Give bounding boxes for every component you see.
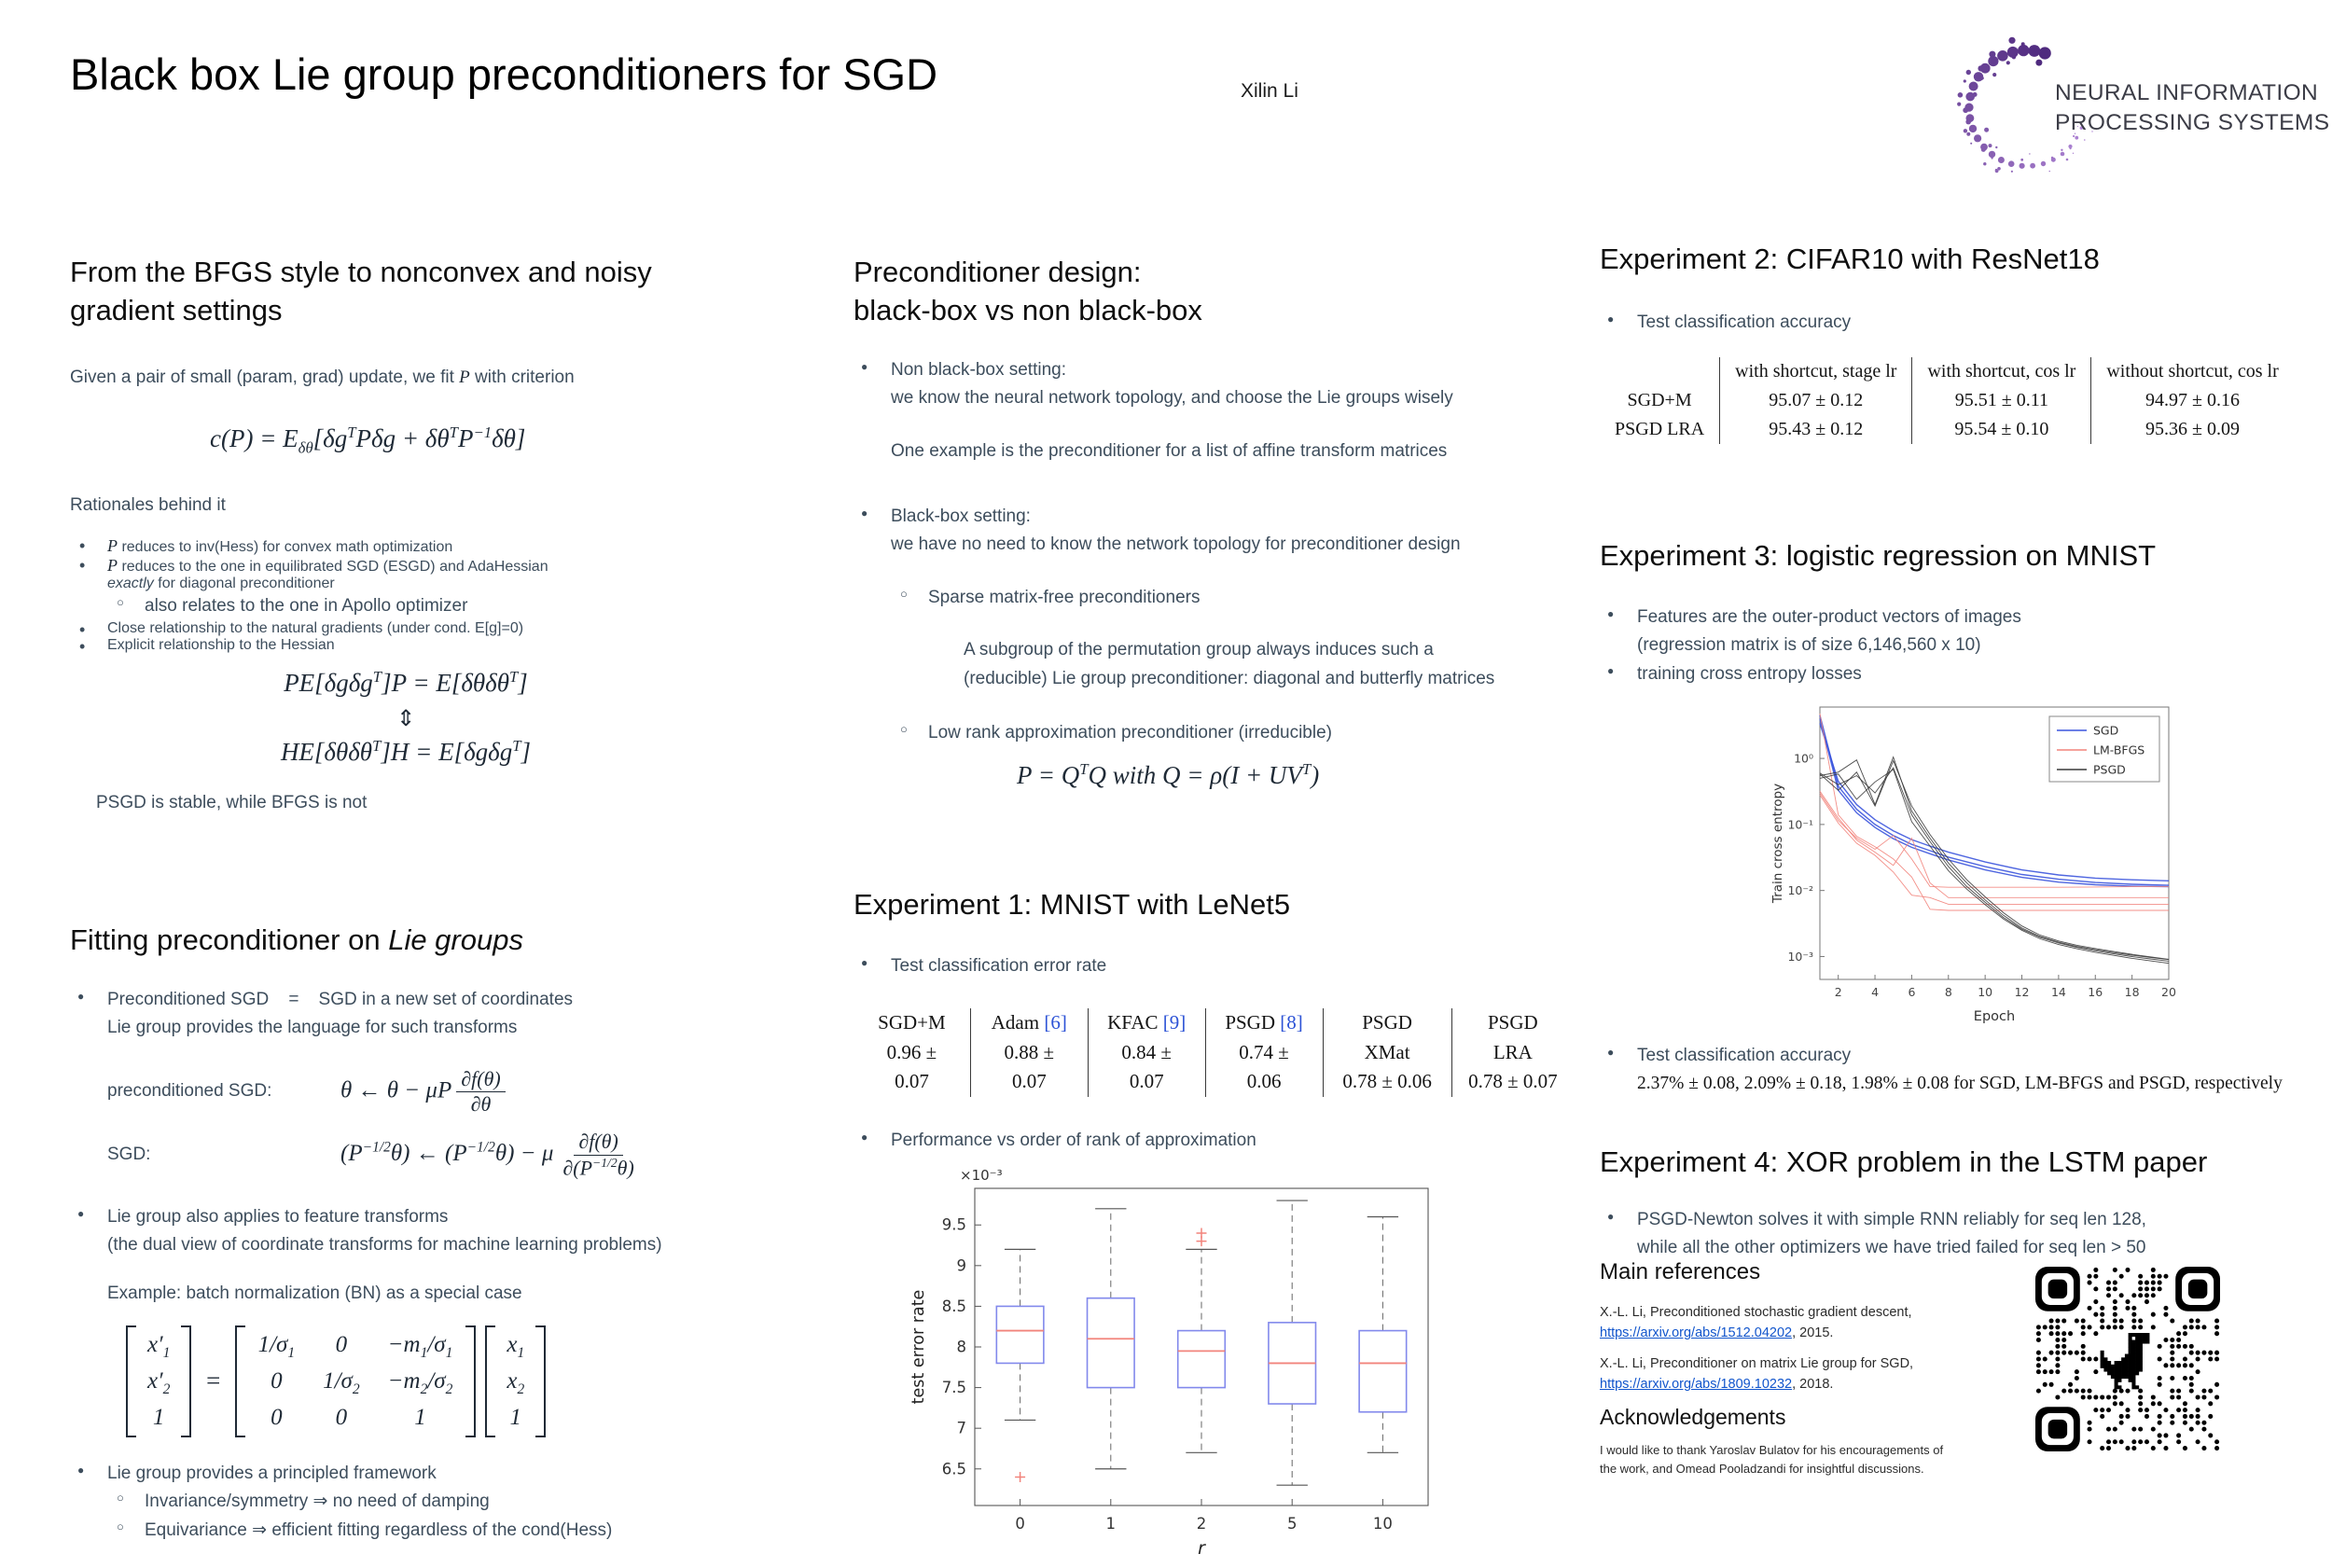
table-column: SGD+M 0.96 ± 0.07 <box>878 1011 946 1093</box>
svg-text:Train cross entropy: Train cross entropy <box>1770 783 1785 904</box>
logo-line2: PROCESSING SYSTEMS <box>2055 109 2330 135</box>
svg-text:7.5: 7.5 <box>941 1379 966 1397</box>
svg-text:0: 0 <box>1015 1515 1025 1533</box>
svg-text:12: 12 <box>2014 985 2030 1000</box>
svg-text:10: 10 <box>1372 1515 1393 1533</box>
bullet-low-rank: ○ Low rank approximation preconditioner (irreducible) <box>891 719 1574 747</box>
sgd-update-rule: SGD: $(P^{-1/2}\theta)$ ← $(P^{-1/2}\theta) - \mu$ $\frac{\partial f(\theta)}{\partial(P^{-1/2}\theta)}$ <box>107 1130 756 1180</box>
bullet-invariance: ○ Invariance/symmetry ⇒ no need of damping <box>107 1488 756 1516</box>
table-column: with shortcut, cos lr 95.51 ± 0.11 95.54 ± 0.10 <box>1911 357 2090 444</box>
svg-text:SGD: SGD <box>2093 723 2119 738</box>
psgd-update-rule: preconditioned SGD: θ ← θ − μP $\frac{\partial f(\theta)}{\partial\theta}$ <box>107 1067 756 1117</box>
bullet-feature-transforms: ● Lie group also applies to feature transforms (the dual view of coordinate transforms for machine learning problems) <box>70 1203 756 1260</box>
svg-text:4: 4 <box>1871 985 1880 1000</box>
svg-text:9: 9 <box>956 1256 966 1275</box>
rationales-label: Rationales behind it <box>70 494 226 515</box>
section-heading: Fitting preconditioner on Lie groups <box>70 923 523 956</box>
svg-text:10⁻²: 10⁻² <box>1787 883 1813 898</box>
sgd-label: SGD: <box>107 1145 151 1165</box>
section-bfgs <box>70 254 756 818</box>
svg-text:Epoch: Epoch <box>1973 1009 2016 1025</box>
section-experiment2 <box>1600 241 2329 444</box>
svg-text:×10⁻³: ×10⁻³ <box>960 1167 1003 1185</box>
section-heading: Experiment 3: logistic regression on MNIST <box>1600 539 2157 572</box>
bullet-principled-framework: ● Lie group provides a principled framework <box>70 1460 756 1488</box>
bullet-rank-performance: ● Performance vs order of rank of approximation <box>854 1127 1574 1155</box>
svg-text:8.5: 8.5 <box>941 1297 966 1316</box>
bullet-test-accuracy: ● Test classification accuracy <box>1600 1042 2329 1070</box>
rationale-hessian: • Explicit relationship to the Hessian <box>70 637 756 654</box>
svg-text:6: 6 <box>1908 985 1916 1000</box>
section-references <box>1600 1259 2038 1395</box>
psgd-stable-note: PSGD is stable, while BFGS is not <box>96 793 368 813</box>
svg-text:2: 2 <box>1834 985 1842 1000</box>
svg-text:18: 18 <box>2124 985 2140 1000</box>
bullet-sparse-preconditioners: ○ Sparse matrix-free preconditioners <box>891 584 1574 612</box>
table-column: with shortcut, stage lr 95.07 ± 0.12 95.43 ± 0.12 <box>1719 357 1911 444</box>
svg-text:20: 20 <box>2161 985 2176 1000</box>
section-heading: Experiment 1: MNIST with LeNet5 <box>854 888 1291 921</box>
bullet-xor-result: ● PSGD-Newton solves it with simple RNN reliably for seq len 128, while all the other optimizers we have tried failed for seq len > 50 <box>1600 1206 2329 1263</box>
para-affine-example: One example is the preconditioner for a list of affine transform matrices <box>891 440 1448 461</box>
rationale-apollo: ○ also relates to the one in Apollo optimizer <box>107 592 756 620</box>
svg-text:16: 16 <box>2088 985 2103 1000</box>
section-heading: Experiment 2: CIFAR10 with ResNet18 <box>1600 243 2100 275</box>
bullet-cross-entropy: ● training cross entropy losses <box>1600 660 2329 688</box>
intro-line: Given a pair of small (param, grad) update, we fit P with criterion <box>70 367 575 387</box>
section-fitting <box>70 922 756 1545</box>
table-column: PSGD XMat 0.78 ± 0.06 <box>1323 1008 1451 1097</box>
cifar-results-table <box>1600 357 2329 444</box>
mnist-results-table <box>854 1008 1574 1097</box>
svg-text:LM-BFGS: LM-BFGS <box>2093 742 2145 757</box>
bullet-coordinates: ● Preconditioned SGD = SGD in a new set of coordinates Lie group provides the language for such transforms <box>70 986 756 1043</box>
equation-criterion: $c(P) = E_{\delta\theta}[\delta g^TP\delta g + \delta\theta^TP^{-1}\delta\theta]$ <box>210 423 526 457</box>
equation-he: HE[δθδθ$^T$]H = E[δgδg$^T$] <box>280 737 532 767</box>
bullet-test-accuracy: ● Test classification accuracy <box>1600 309 2329 337</box>
section-acknowledgements <box>1600 1405 2038 1478</box>
fraction: $\frac{\partial f(\theta)}{\partial\theta}$ <box>456 1067 505 1117</box>
table-row-labels: SGD+M PSGD LRA <box>1615 390 1705 440</box>
svg-text:7: 7 <box>956 1419 966 1437</box>
svg-text:10⁻³: 10⁻³ <box>1787 950 1813 964</box>
training-loss-chart <box>1770 698 2180 1026</box>
bullet-test-error: ● Test classification error rate <box>854 952 1574 980</box>
svg-text:2: 2 <box>1196 1515 1207 1533</box>
logo-line1: NEURAL INFORMATION <box>2055 80 2319 105</box>
bullet-blackbox: ● Black-box setting: we have no need to know the network topology for preconditioner design <box>854 503 1574 560</box>
section-experiment1 <box>854 886 1574 1568</box>
svg-text:14: 14 <box>2050 985 2066 1000</box>
arxiv-link-1809[interactable]: https://arxiv.org/abs/1809.10232 <box>1600 1377 1793 1393</box>
psgd-label: preconditioned SGD: <box>107 1081 272 1102</box>
references-heading: Main references <box>1600 1259 1761 1284</box>
svg-text:10⁰: 10⁰ <box>1794 751 1813 766</box>
acknowledgements-text: I would like to thank Yaroslav Bulatov for his encouragements of the work, and Omead Pooladzandi for insightful discussions. <box>1600 1443 1944 1476</box>
acknowledgements-heading: Acknowledgements <box>1600 1405 1786 1429</box>
rationale-convex: • P reduces to inv(Hess) for convex math optimization <box>70 536 756 556</box>
svg-text:r: r <box>1198 1538 1205 1560</box>
svg-text:PSGD: PSGD <box>2093 762 2126 777</box>
table-column: PSGD [8] 0.74 ± 0.06 <box>1205 1008 1323 1097</box>
section-experiment4 <box>1600 1144 2329 1263</box>
arxiv-link-1512[interactable]: https://arxiv.org/abs/1512.04202 <box>1600 1325 1793 1341</box>
para-permutation-group: A subgroup of the permutation group always induces such a (reducible) Lie group preconditioner: diagonal and butterfly matrices <box>964 640 1495 688</box>
svg-text:test error rate: test error rate <box>909 1289 928 1405</box>
svg-text:8: 8 <box>956 1338 966 1356</box>
section-heading: Experiment 4: XOR problem in the LSTM paper <box>1600 1145 2208 1178</box>
updown-arrow-icon: ⇕ <box>396 704 416 731</box>
equation-pe: PE[δgδg$^T$]P = E[δθδθ$^T$] <box>284 668 528 698</box>
qr-code <box>2035 1267 2220 1451</box>
bn-example-label: Example: batch normalization (BN) as a special case <box>107 1284 522 1304</box>
reference-item: X.-L. Li, Preconditioner on matrix Lie group for SGD, https://arxiv.org/abs/1809.10232, 2018. <box>1600 1355 1914 1393</box>
svg-text:5: 5 <box>1286 1515 1298 1533</box>
rationale-natural-gradient: • Close relationship to the natural gradients (under cond. E[g]=0) <box>70 620 756 637</box>
reference-item: X.-L. Li, Preconditioned stochastic gradient descent, https://arxiv.org/abs/1512.04202, 2015. <box>1600 1305 1912 1341</box>
bullet-non-blackbox: ● Non black-box setting: we know the neural network topology, and choose the Lie groups wisely <box>854 356 1574 413</box>
svg-text:6.5: 6.5 <box>941 1460 966 1478</box>
svg-text:1: 1 <box>1105 1515 1117 1533</box>
svg-text:9.5: 9.5 <box>941 1215 966 1234</box>
table-column: KFAC [9] 0.84 ± 0.07 <box>1088 1008 1205 1097</box>
table-column: without shortcut, cos lr 94.97 ± 0.16 95.36 ± 0.09 <box>2090 357 2293 444</box>
section-experiment3 <box>1600 537 2329 1094</box>
neurips-logo <box>1945 24 2329 192</box>
bn-matrix-equation: $x'_1$ $x'_2$ 1 = $1/\sigma_1$ 0 $-m_1/\sigma_1$ 0 $1/\sigma_2$ $-m_2/\sigma_2$ 0 0 1 $x_1$ $x_2$ 1 <box>126 1325 756 1437</box>
table-column: Adam [6] 0.88 ± 0.07 <box>970 1008 1088 1097</box>
equation-lra: $P = Q^TQ$ with $Q = \rho(I + UV^T)$ <box>1017 760 1320 790</box>
bullet-equivariance: ○ Equivariance ⇒ efficient fitting regardless of the cond(Hess) <box>107 1517 756 1545</box>
svg-text:8: 8 <box>1944 985 1952 1000</box>
svg-text:10: 10 <box>1978 985 1993 1000</box>
section-design <box>854 254 1574 790</box>
accuracy-result: 2.37% ± 0.08, 2.09% ± 0.18, 1.98% ± 0.08 for SGD, LM-BFGS and PSGD, respectively <box>1637 1074 2283 1094</box>
boxplot-chart <box>908 1160 1449 1563</box>
svg-text:10⁻¹: 10⁻¹ <box>1787 817 1813 832</box>
table-column: PSGD LRA 0.78 ± 0.07 <box>1451 1008 1574 1097</box>
neurips-logo-text <box>2055 78 2329 138</box>
bullet-features: ● Features are the outer-product vectors of images (regression matrix is of size 6,146,560 x 10) <box>1600 604 2329 660</box>
section-heading: From the BFGS style to nonconvex and noisy gradient settings <box>70 256 652 326</box>
author-name: Xilin Li <box>1241 80 1298 102</box>
fraction: $\frac{\partial f(\theta)}{\partial(P^{-1/2}\theta)}$ <box>562 1130 634 1180</box>
equation-hessian-relation <box>126 665 686 770</box>
section-heading: Preconditioner design: black-box vs non black-box <box>854 256 1202 326</box>
page-title: Black box Lie group preconditioners for SGD <box>70 49 938 99</box>
rationale-esgd: • P reduces to the one in equilibrated SGD (ESGD) and AdaHessian exactly for diagonal preconditioner <box>70 556 756 592</box>
